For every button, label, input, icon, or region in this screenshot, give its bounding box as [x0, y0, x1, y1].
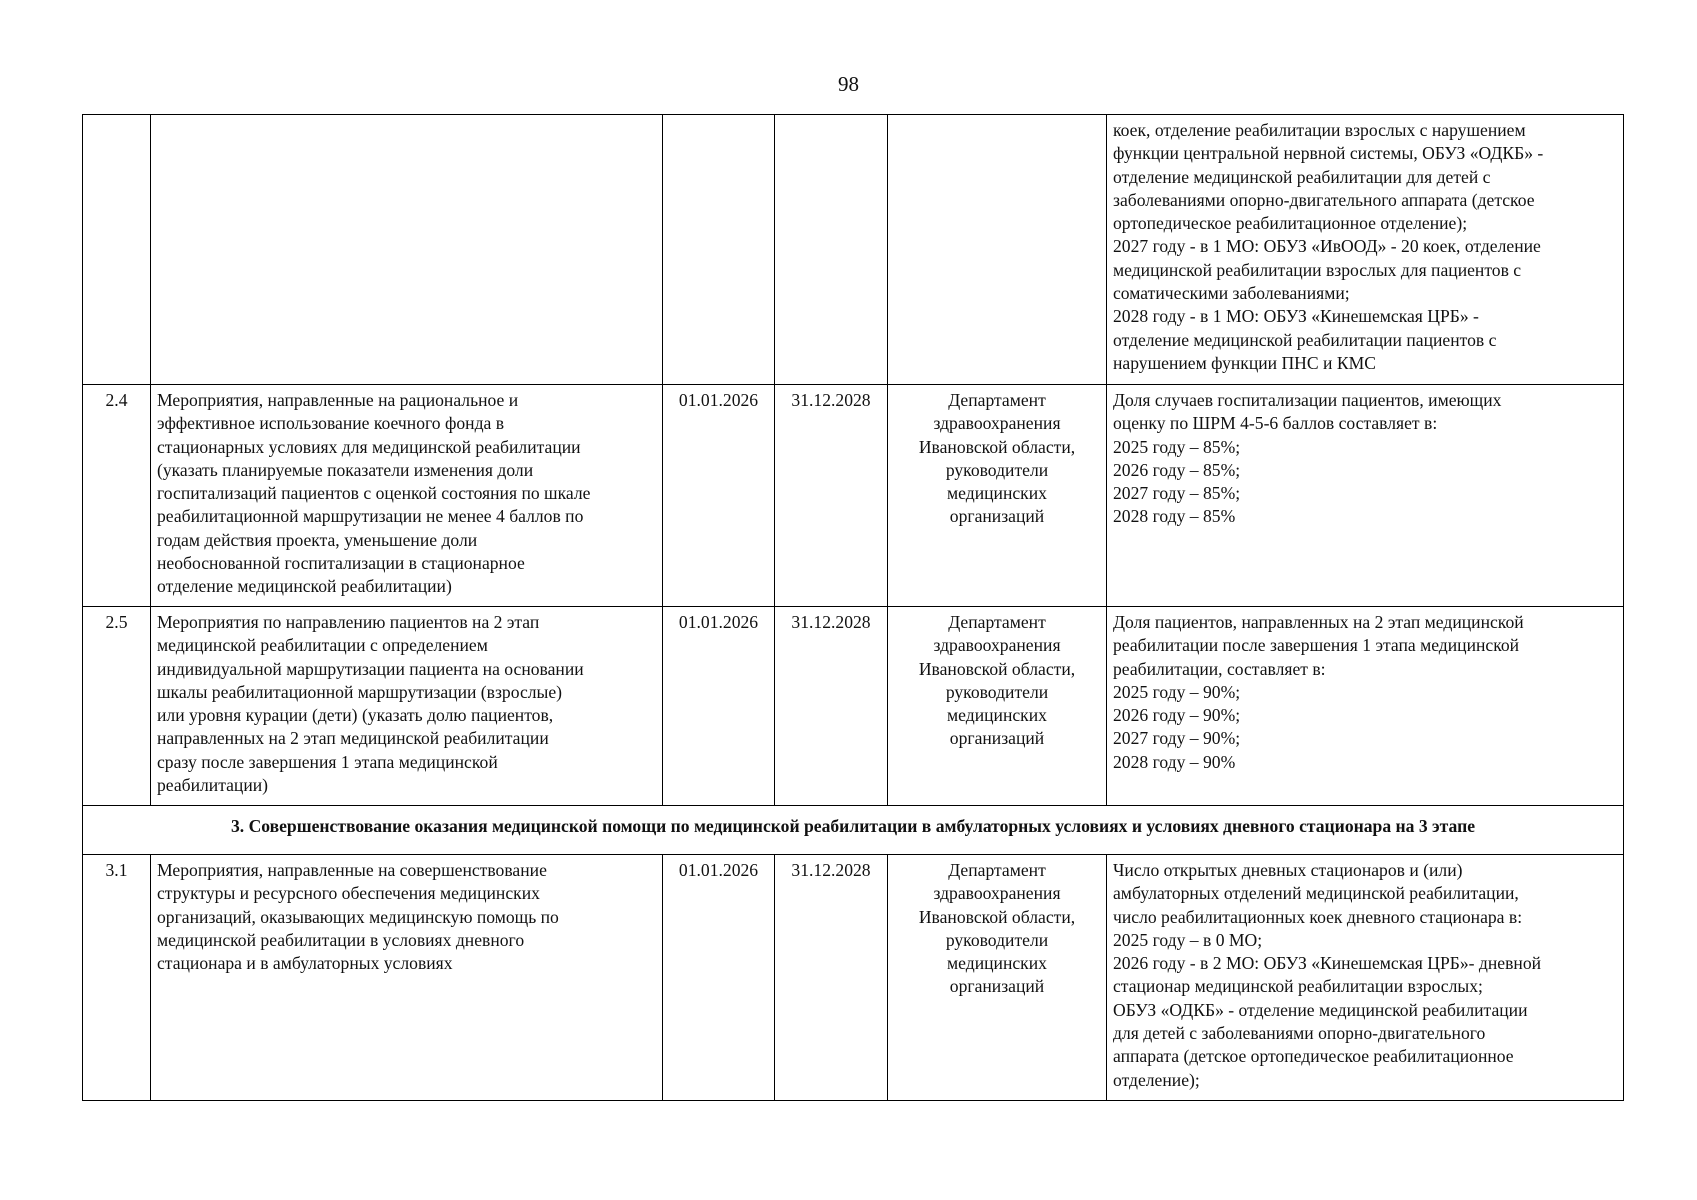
- page-number: 98: [838, 72, 859, 96]
- cell-num: [83, 115, 151, 385]
- cell-result: [1107, 855, 1624, 1101]
- cell-end-date: 31.12.2028: [775, 855, 888, 1101]
- activity-line: реабилитационной маршрутизации не менее 4 баллов по: [157, 506, 584, 527]
- cell-responsible: [888, 855, 1107, 1101]
- result-line: число реабилитационных коек дневного стационара в:: [1113, 906, 1523, 927]
- activity-line: или уровня курации (дети) (указать долю пациентов,: [157, 705, 554, 726]
- activity-line: стационара и в амбулаторных условиях: [157, 953, 453, 974]
- responsible-line: Департамент: [948, 390, 1046, 410]
- responsible-line: Ивановской области,: [918, 906, 1076, 927]
- result-line: реабилитации, составляет в:: [1113, 658, 1326, 679]
- result-line: заболеваниями опорно-двигательного аппарата (детское: [1113, 189, 1535, 210]
- cell-activity: [151, 115, 663, 385]
- cell-responsible: [888, 385, 1107, 607]
- result-line: 2026 году – 90%;: [1113, 705, 1241, 726]
- responsible-line: Департамент: [948, 612, 1046, 632]
- activity-line: госпитализаций пациентов с оценкой состояния по шкале: [157, 483, 591, 504]
- activity-line: реабилитации): [157, 775, 269, 796]
- result-line: оценку по ШРМ 4-5-6 баллов составляет в:: [1113, 413, 1438, 434]
- table-row-2-4: [83, 385, 1624, 607]
- result-line: стационар медицинской реабилитации взрослых;: [1113, 976, 1483, 997]
- cell-activity: [151, 855, 663, 1101]
- table-row-continuation: [83, 115, 1624, 385]
- result-line: коек, отделение реабилитации взрослых с нарушением: [1113, 120, 1526, 140]
- result-line: 2025 году – 90%;: [1113, 681, 1241, 702]
- activity-line: направленных на 2 этап медицинской реабилитации: [157, 728, 549, 749]
- responsible-line: медицинских: [947, 705, 1047, 726]
- responsible-line: руководители: [945, 929, 1049, 950]
- result-line: амбулаторных отделений медицинской реабилитации,: [1113, 883, 1519, 904]
- activity-line: индивидуальной маршрутизации пациента на основании: [157, 658, 584, 679]
- result-line: 2026 году – 85%;: [1113, 459, 1241, 480]
- activity-line: (указать планируемые показатели изменения доли: [157, 459, 534, 480]
- result-line: ОБУЗ «ОДКБ» - отделение медицинской реабилитации: [1113, 999, 1528, 1020]
- responsible-line: медицинских: [947, 953, 1047, 974]
- cell-num: 3.1: [83, 855, 151, 1101]
- activity-line: Мероприятия по направлению пациентов на 2 этап: [157, 612, 540, 632]
- cell-responsible: [888, 115, 1107, 385]
- result-line: 2025 году – в 0 МО;: [1113, 929, 1263, 950]
- result-line: 2027 году – 90%;: [1113, 728, 1241, 749]
- cell-result: [1107, 385, 1624, 607]
- cell-activity: [151, 385, 663, 607]
- result-line: ортопедическое реабилитационное отделение);: [1113, 213, 1468, 234]
- result-line: реабилитации после завершения 1 этапа медицинской: [1113, 635, 1520, 656]
- result-line: нарушением функции ПНС и КМС: [1113, 352, 1376, 373]
- cell-result: [1107, 115, 1624, 385]
- result-line: 2027 году - в 1 МО: ОБУЗ «ИвООД» - 20 коек, отделение: [1113, 236, 1541, 257]
- cell-end-date: 31.12.2028: [775, 385, 888, 607]
- responsible-line: организаций: [949, 728, 1045, 749]
- activity-line: Мероприятия, направленные на рациональное и: [157, 390, 519, 410]
- cell-start-date: [663, 115, 775, 385]
- result-line: медицинской реабилитации взрослых для пациентов с: [1113, 259, 1522, 280]
- section-header-row: [83, 806, 1624, 855]
- responsible-line: организаций: [949, 506, 1045, 527]
- result-line: для детей с заболеваниями опорно-двигательного: [1113, 1023, 1486, 1044]
- table-row-2-5: [83, 607, 1624, 806]
- responsible-line: здравоохранения: [933, 635, 1061, 656]
- responsible-line: Ивановской области,: [918, 658, 1076, 679]
- cell-result: [1107, 607, 1624, 806]
- cell-start-date: 01.01.2026: [663, 607, 775, 806]
- result-line: отделение медицинской реабилитации пациентов с: [1113, 329, 1497, 350]
- result-line: 2025 году – 85%;: [1113, 436, 1241, 457]
- responsible-line: Департамент: [948, 860, 1046, 880]
- result-line: соматическими заболеваниями;: [1113, 283, 1350, 304]
- cell-start-date: 01.01.2026: [663, 855, 775, 1101]
- activity-line: необоснованной госпитализации в стационарное: [157, 553, 525, 574]
- responsible-line: Ивановской области,: [918, 436, 1076, 457]
- result-line: Доля пациентов, направленных на 2 этап медицинской: [1113, 612, 1524, 632]
- activity-line: шкалы реабилитационной маршрутизации (взрослые): [157, 681, 563, 702]
- responsible-line: медицинских: [947, 483, 1047, 504]
- responsible-line: здравоохранения: [933, 883, 1061, 904]
- result-line: функции центральной нервной системы, ОБУЗ «ОДКБ» -: [1113, 143, 1544, 164]
- cell-num: 2.5: [83, 607, 151, 806]
- responsible-line: руководители: [945, 459, 1049, 480]
- activity-line: отделение медицинской реабилитации): [157, 576, 452, 597]
- result-line: 2026 году - в 2 МО: ОБУЗ «Кинешемская ЦРБ»- дневной: [1113, 953, 1542, 974]
- activity-line: эффективное использование коечного фонда в: [157, 413, 505, 434]
- activity-line: медицинской реабилитации с определением: [157, 635, 488, 656]
- activity-line: медицинской реабилитации в условиях дневного: [157, 929, 525, 950]
- table-row-3-1: [83, 855, 1624, 1101]
- cell-end-date: [775, 115, 888, 385]
- activity-line: Мероприятия, направленные на совершенствование: [157, 860, 547, 880]
- cell-start-date: 01.01.2026: [663, 385, 775, 607]
- result-line: 2028 году - в 1 МО: ОБУЗ «Кинешемская ЦРБ» -: [1113, 306, 1479, 327]
- activity-line: структуры и ресурсного обеспечения медицинских: [157, 883, 540, 904]
- section-title: 3. Совершенствование оказания медицинской помощи по медицинской реабилитации в амбулаторных условиях и условиях дневного стационара на 3 этапе: [83, 806, 1624, 855]
- activity-line: годам действия проекта, уменьшение доли: [157, 529, 478, 550]
- responsible-line: руководители: [945, 681, 1049, 702]
- result-line: 2028 году – 90%: [1113, 751, 1236, 772]
- activity-line: организаций, оказывающих медицинскую помощь по: [157, 906, 559, 927]
- result-line: 2028 году – 85%: [1113, 506, 1236, 527]
- result-line: аппарата (детское ортопедическое реабилитационное: [1113, 1046, 1514, 1067]
- responsible-line: здравоохранения: [933, 413, 1061, 434]
- activity-line: сразу после завершения 1 этапа медицинской: [157, 751, 498, 772]
- cell-responsible: [888, 607, 1107, 806]
- responsible-line: организаций: [949, 976, 1045, 997]
- result-line: Число открытых дневных стационаров и (или): [1113, 860, 1463, 880]
- cell-end-date: 31.12.2028: [775, 607, 888, 806]
- result-line: отделение);: [1113, 1069, 1200, 1090]
- result-line: Доля случаев госпитализации пациентов, имеющих: [1113, 390, 1502, 410]
- cell-activity: [151, 607, 663, 806]
- activity-line: стационарных условиях для медицинской реабилитации: [157, 436, 581, 457]
- cell-num: 2.4: [83, 385, 151, 607]
- result-line: отделение медицинской реабилитации для детей с: [1113, 166, 1491, 187]
- result-line: 2027 году – 85%;: [1113, 483, 1241, 504]
- activity-plan-table: [82, 114, 1624, 1101]
